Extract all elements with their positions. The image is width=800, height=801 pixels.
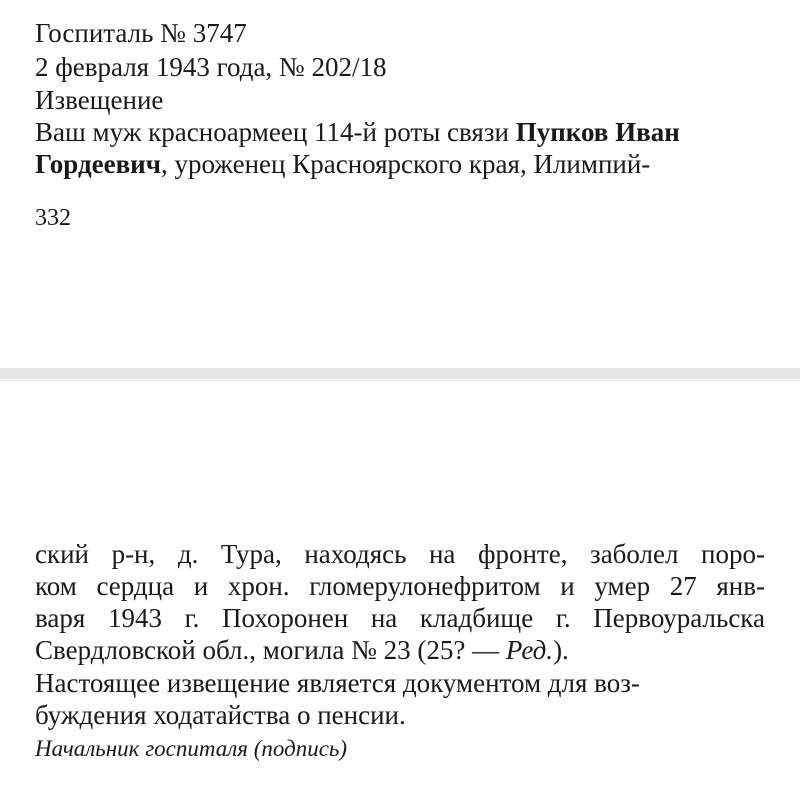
- bottom-line-2: ком сердца и хрон. гломерулонефритом и умер 27 янв-: [35, 571, 765, 601]
- signature-line: Начальник госпиталя (подпись): [35, 736, 348, 761]
- soldier-name-part-2: Гордеевич: [35, 149, 161, 179]
- date-and-number: 2 февраля 1943 года, № 202/18: [35, 52, 387, 82]
- pension-line-2: буждения ходатайства о пенсии.: [35, 700, 406, 730]
- page-divider: [0, 369, 800, 379]
- hospital-heading: Госпиталь № 3747: [35, 18, 247, 48]
- body-line-2: [35, 148, 650, 180]
- body-line-1-prefix: Ваш муж красноармеец 114-й роты связи: [35, 117, 516, 147]
- soldier-name-part-1: Пупков Иван: [515, 117, 680, 147]
- notice-title: Извещение: [35, 85, 164, 115]
- page-bottom: [0, 380, 800, 801]
- burial-line-suffix: ).: [553, 635, 569, 665]
- body-line-2-suffix: , уроженец Красноярского края, Илимпий-: [160, 149, 651, 179]
- page-top: [0, 0, 800, 369]
- page-number: 332: [35, 205, 71, 231]
- body-line-1: [35, 116, 680, 148]
- burial-line-prefix: Свердловской обл., могила № 23 (25? —: [35, 635, 506, 665]
- burial-line: [35, 634, 569, 666]
- bottom-line-1: ский р-н, д. Тура, находясь на фронте, заболел поро-: [35, 539, 765, 569]
- pension-line-1: Настоящее извещение является документом для воз-: [35, 668, 640, 698]
- editor-note: Ред.: [505, 635, 554, 665]
- bottom-line-3: варя 1943 г. Похоронен на кладбище г. Первоуральска: [35, 603, 765, 633]
